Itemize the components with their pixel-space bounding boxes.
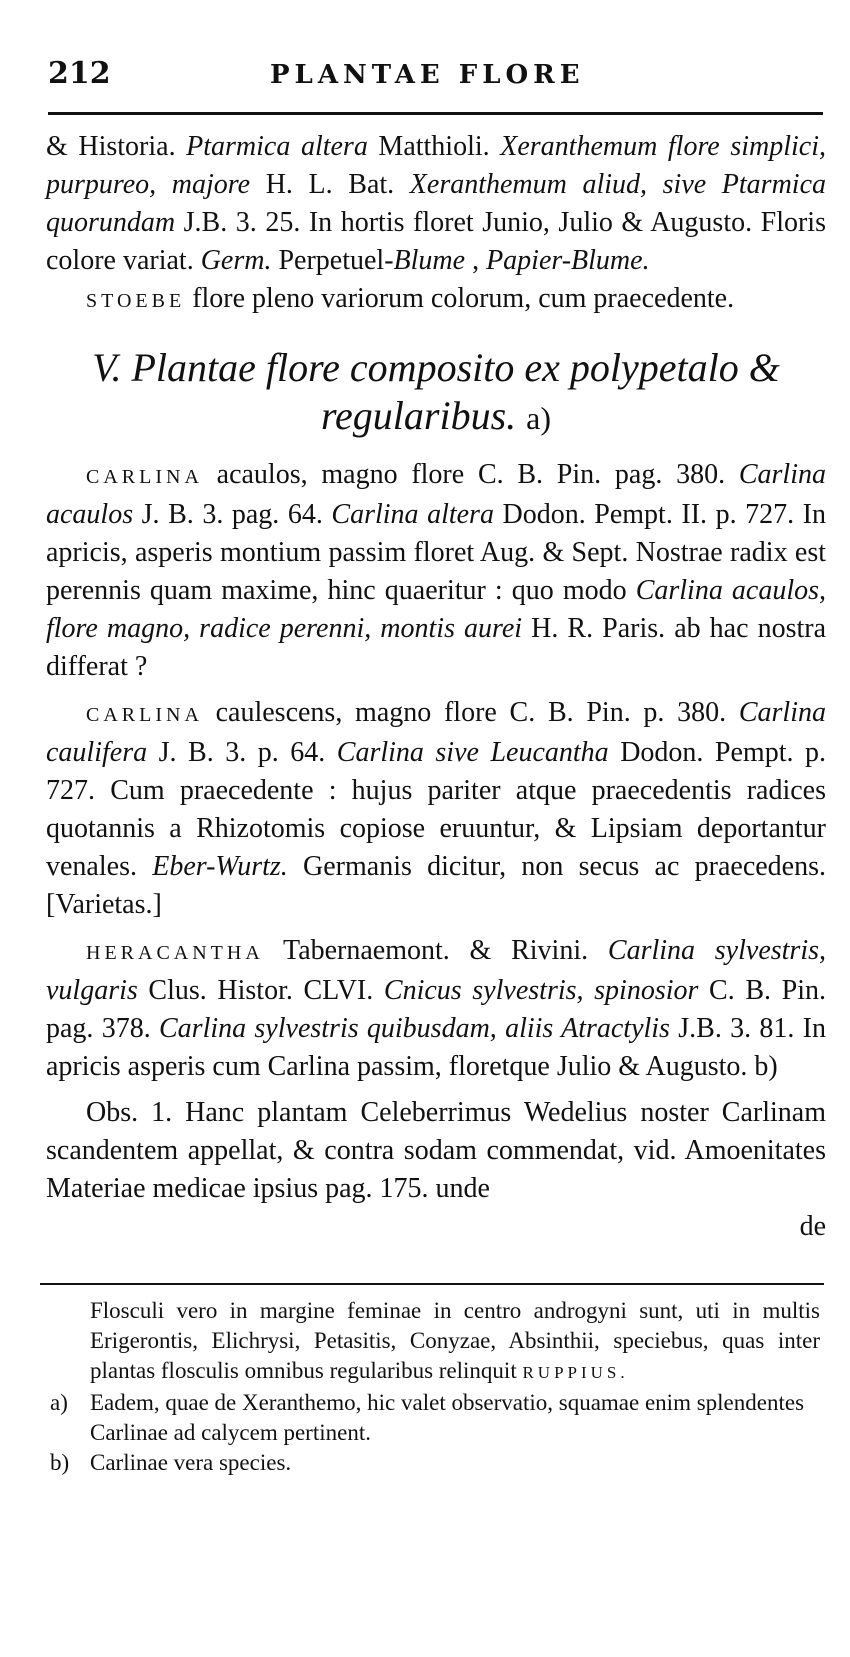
- footnote-rule: [40, 1283, 824, 1285]
- text-run: flore pleno variorum colorum, cum praecedente.: [185, 283, 735, 314]
- text-run: J.B. 3. 81. In apricis asperis cum Carlina passim, floretque Julio & Augusto. b): [46, 1013, 826, 1082]
- italic-run: Blume: [393, 245, 466, 276]
- italic-run: Carlina acaulos: [46, 459, 826, 530]
- italic-run: Carlina sive Leucantha: [336, 737, 609, 768]
- footnote-a: [50, 1388, 820, 1448]
- paragraph-observation: [46, 1094, 826, 1208]
- italic-run: Carlina altera: [331, 499, 494, 530]
- page-number: 212: [48, 56, 111, 91]
- plant-name-smallcaps: STOEBE: [86, 290, 186, 312]
- text-run: Dodon. Pempt. p. 727. Cum praecedente : hujus pariter atque praecedentis radices quotannis a Rhizotomis copiose eruuntur, & Lipsiam deportantur venales.: [46, 737, 826, 882]
- section-heading-text: V. Plantae flore composito ex polypetalo & regularibus.: [92, 345, 780, 438]
- text-run: caulescens, magno flore C. B. Pin. p. 380.: [202, 697, 739, 728]
- plant-name-smallcaps: HERACANTHA: [86, 942, 264, 964]
- footnote-text: Eadem, quae de Xeranthemo, hic valet observatio, squamae enim splendentes Carlinae ad calycem pertinent.: [90, 1390, 805, 1445]
- catchword-text: de: [799, 1211, 826, 1242]
- italic-run: Xeranthemum aliud, sive Ptarmica quorundam: [46, 169, 827, 238]
- text-run: Tabernaemont. & Rivini.: [263, 935, 608, 966]
- text-run: Matthioli.: [367, 131, 501, 162]
- italic-run: Carlina sylvestris, vulgaris: [46, 935, 826, 1006]
- running-header: [48, 56, 828, 106]
- paragraph-historia: [46, 128, 826, 280]
- text-run: Clus. Histor. CLVI.: [137, 975, 384, 1006]
- text-run: Flosculi vero in margine feminae in centro androgyni sunt, uti in multis Erigerontis, Elichrysi, Petasitis, Conyzae, Absinthii, speciebus, quas inter plantas flosculis omnibus regularibus relinquit: [90, 1298, 820, 1383]
- italic-run: Eber-Wurtz.: [152, 851, 288, 882]
- footnote-label: a): [50, 1390, 68, 1415]
- text-run: C. B. Pin. pag. 378.: [46, 975, 827, 1044]
- footnote-ref: a): [526, 400, 552, 436]
- footnote-flosculi: [50, 1296, 820, 1388]
- catchword: [46, 1208, 826, 1246]
- paragraph-carlina-acaulos: [46, 456, 826, 686]
- italic-run: Carlina acaulos, flore magno, radice perenni, montis aurei: [46, 575, 826, 644]
- paragraph-stoebe: [46, 280, 826, 320]
- text-run: acaulos, magno flore C. B. Pin. pag. 380.: [202, 459, 739, 490]
- italic-run: Germ.: [200, 245, 272, 276]
- text-run: ,: [465, 245, 487, 276]
- main-text: [46, 128, 826, 1246]
- section-heading: [46, 344, 826, 442]
- text-run: H. R. Paris. ab hac nostra differat ?: [46, 613, 827, 682]
- footnotes: [50, 1296, 820, 1478]
- footnote-label: b): [50, 1450, 70, 1475]
- text-run: & Historia.: [46, 131, 187, 162]
- italic-run: Carlina caulifera: [46, 697, 826, 768]
- text-run: Obs. 1. Hanc plantam Celeberrimus Wedelius noster Carlinam scandentem appellat, & contra sodam commendat, vid. Amoenitates Materiae medicae ipsius pag. 175. unde: [46, 1097, 826, 1204]
- italic-run: Ptarmica altera: [186, 131, 368, 162]
- italic-run: Carlina sylvestris quibusdam, aliis Atractylis: [159, 1013, 670, 1044]
- plant-name-smallcaps: CARLINA: [86, 466, 203, 488]
- text-run: J.B. 3. 25. In hortis floret Junio, Julio & Augusto. Floris colore variat.: [46, 207, 826, 276]
- italic-run: Papier-Blume.: [486, 245, 650, 276]
- text-run: Germanis dicitur, non secus ac praecedens. [Varietas.]: [46, 851, 826, 920]
- text-run: Dodon. Pempt. II. p. 727. In apricis, asperis montium passim floret Aug. & Sept. Nostrae radix est perennis quam maxime, hinc quaeritur : quo modo: [46, 499, 826, 606]
- text-run: Perpetuel-: [271, 245, 394, 276]
- plant-name-smallcaps: CARLINA: [86, 704, 203, 726]
- running-title: PLANTAE FLORE: [270, 60, 585, 90]
- paragraph-carlina-caulescens: [46, 694, 826, 924]
- footnote-text: Carlinae vera species.: [90, 1450, 292, 1475]
- text-run: J. B. 3. pag. 64.: [133, 499, 332, 530]
- header-rule: [48, 112, 823, 115]
- text-run: H. L. Bat.: [250, 169, 410, 200]
- footnote-b: [50, 1448, 820, 1478]
- paragraph-heracantha: [46, 932, 826, 1086]
- italic-run: Cnicus sylvestris, spinosior: [383, 975, 699, 1006]
- text-run: J. B. 3. p. 64.: [147, 737, 337, 768]
- author-smallcaps: RUPPIUS.: [522, 1363, 629, 1382]
- italic-run: Xeranthemum flore simplici, purpureo, majore: [46, 131, 826, 200]
